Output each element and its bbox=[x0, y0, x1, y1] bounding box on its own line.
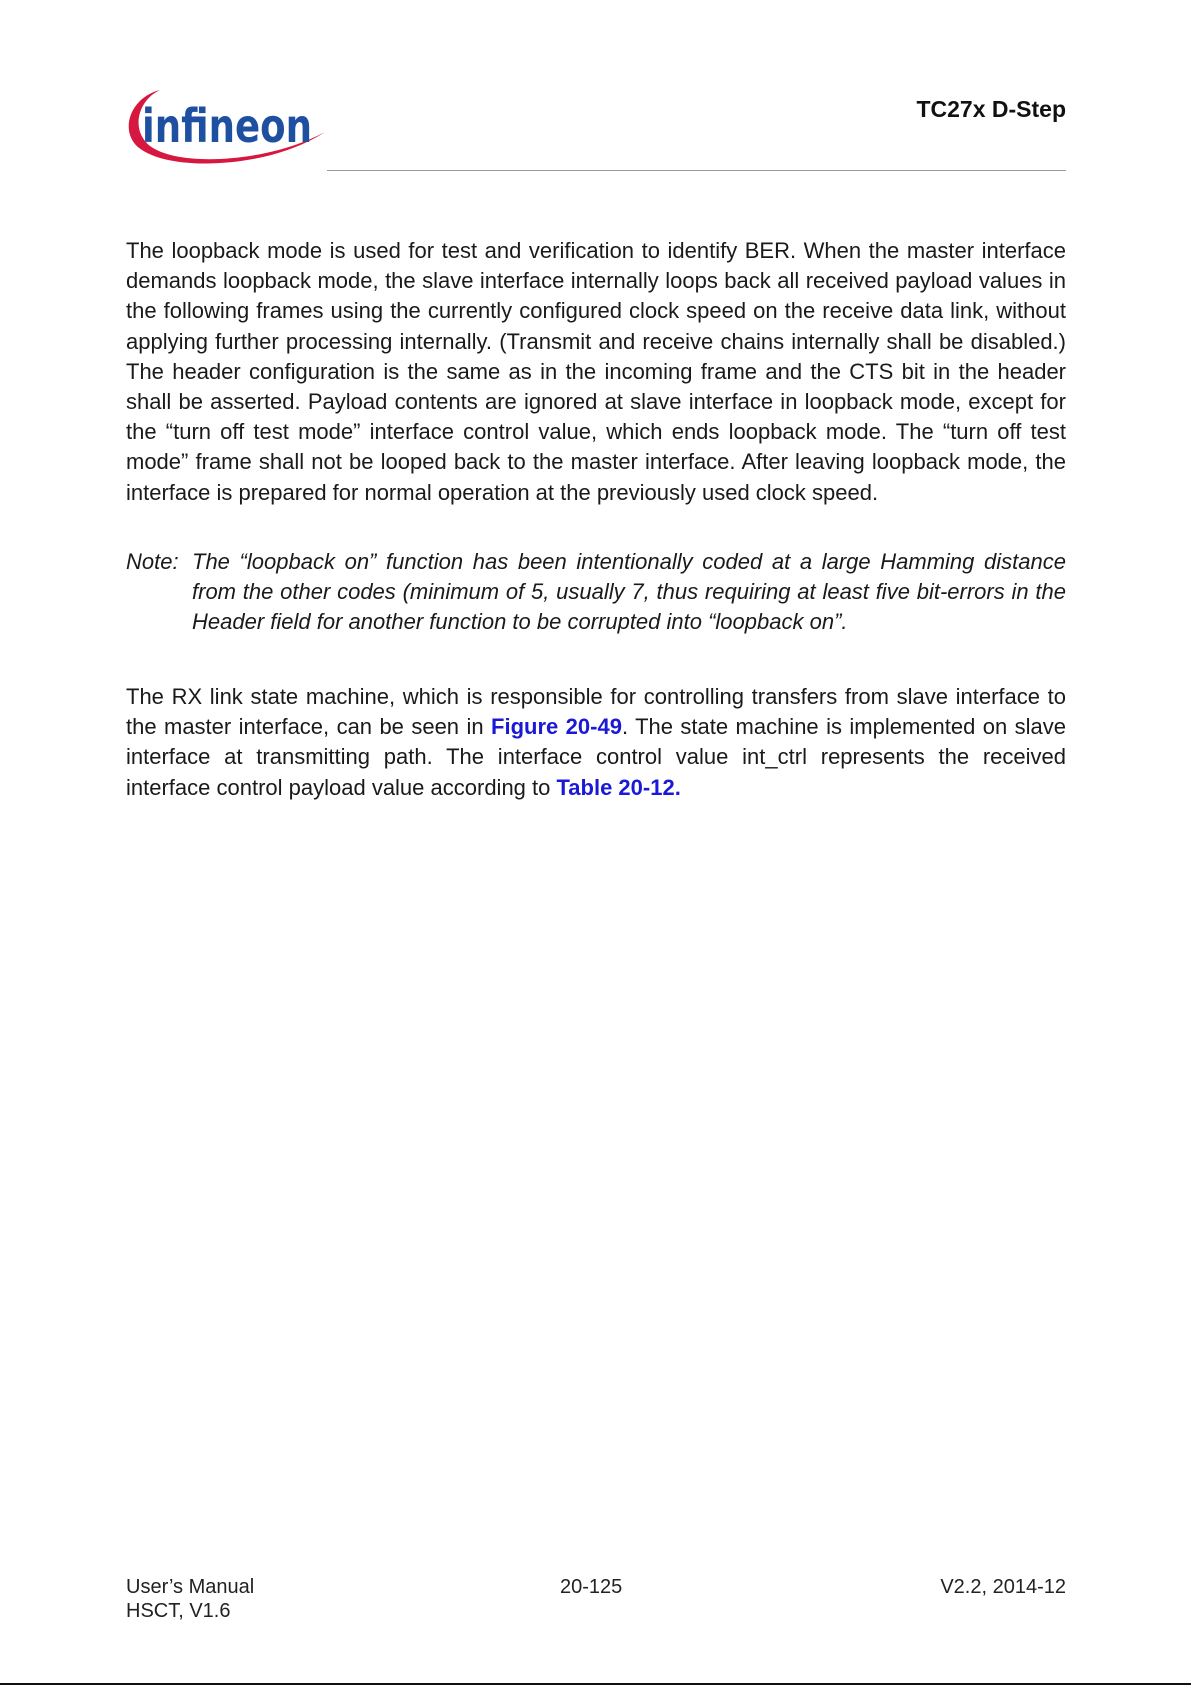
paragraph-loopback-mode: The loopback mode is used for test and verification to identify BER. When the master interface demands loopback mode, the slave interface internally loops back all received payload values in the following frames using the currently configured clock speed on the receive data link, without applying further processing internally. (Transmit and receive chains internally shall be disabled.) The header configuration is the same as in the incoming frame and the CTS bit in the header shall be asserted. Payload contents are ignored at slave interface in loopback mode, except for the “turn off test mode” interface control value, which ends loopback mode. The “turn off test mode” frame shall not be looped back to the master interface. After leaving loopback mode, the interface is prepared for normal operation at the previously used clock speed. bbox=[126, 238, 1066, 505]
footer-chapter: HSCT, V1.6 bbox=[126, 1600, 231, 1622]
footer-left bbox=[126, 1575, 254, 1623]
table-reference-link[interactable]: Table 20-12 bbox=[556, 774, 675, 800]
footer-manual: User’s Manual bbox=[126, 1576, 255, 1598]
paragraph-rx-link-state bbox=[126, 682, 1066, 803]
figure-reference-link[interactable]: Figure 20-49 bbox=[491, 714, 622, 740]
infineon-logo bbox=[120, 80, 330, 180]
logo-wordmark: infineon bbox=[142, 99, 312, 153]
note-text: The “loopback on” function has been intentionally coded at a large Hamming distance from the other codes (minimum of 5, usually 7, thus requiring at least five bit-errors in the Header field for another function to be corrupted into “loopback on”. bbox=[192, 549, 1066, 635]
paragraph-text-2: . The state machine is implemented on slave interface at transmitting path. The interface control value int_ctrl represents the received interface control payload value according to bbox=[126, 714, 1067, 800]
footer-version: V2.2, 2014-12 bbox=[940, 1576, 1066, 1598]
paragraph-text-1: The RX link state machine, which is responsible for controlling transfers from slave interface to the master interface, can be seen in bbox=[126, 684, 1066, 740]
document-title: TC27x D-Step bbox=[916, 96, 1066, 122]
note-label: Note: bbox=[126, 549, 179, 574]
paragraph-text-3: . bbox=[674, 774, 681, 800]
note-block bbox=[126, 547, 1066, 638]
header-divider bbox=[327, 170, 1066, 171]
footer-page-number: 20-125 bbox=[560, 1576, 623, 1598]
